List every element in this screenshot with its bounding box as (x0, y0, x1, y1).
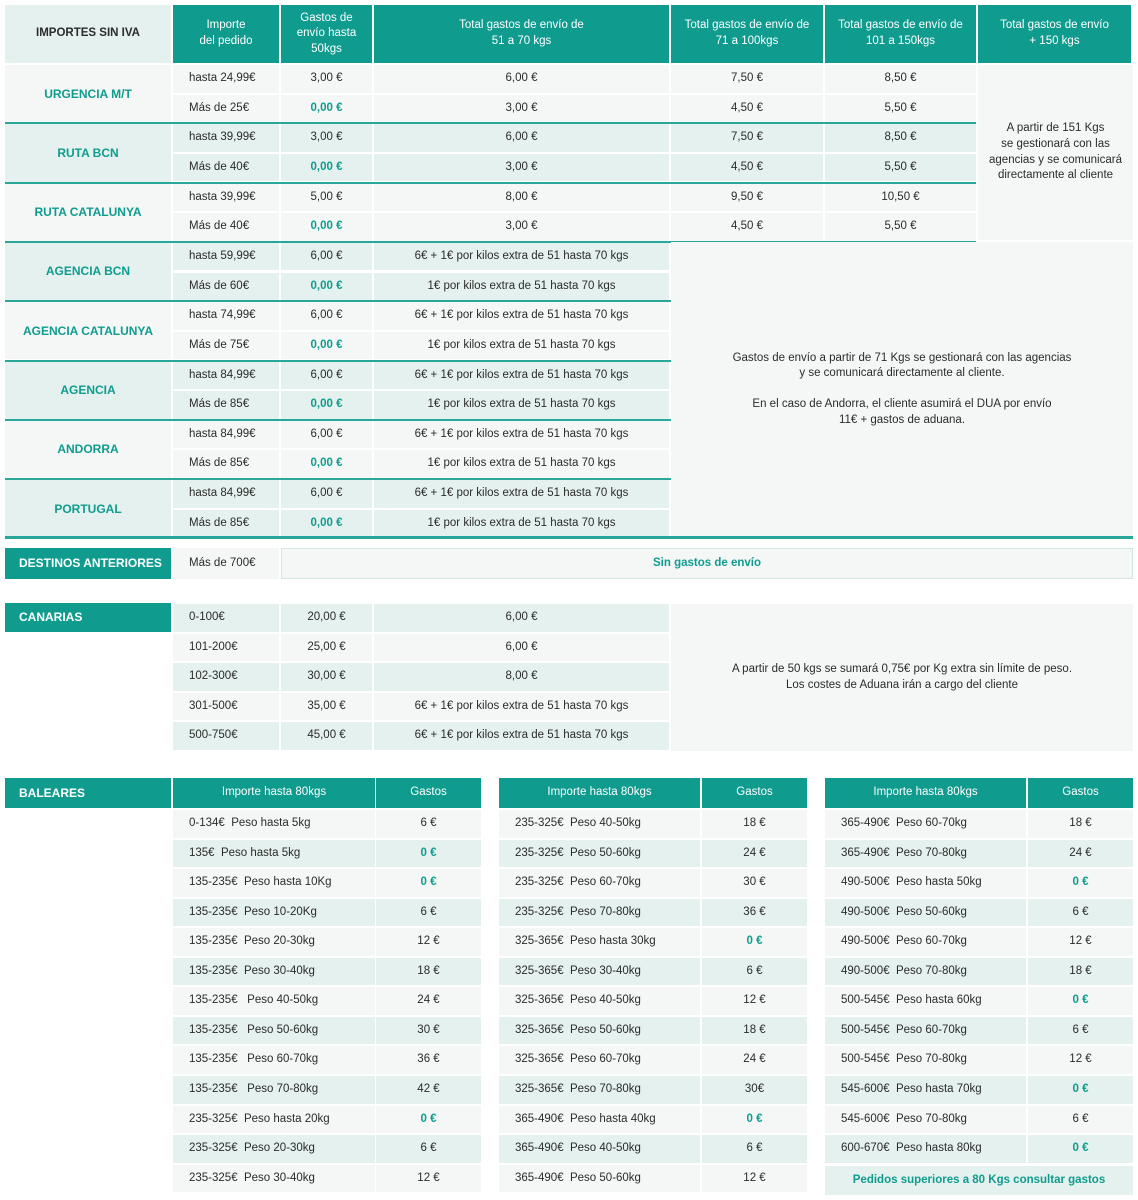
canarias-note: A partir de 50 kgs se sumará 0,75€ por Kg extra sin límite de peso. Los costes de Aduana irán a cargo del cliente (671, 604, 1133, 751)
baleares-cost: 0 € (376, 869, 481, 897)
baleares-cost: 12 € (702, 987, 807, 1015)
group-label: RUTA CATALUNYA (5, 184, 171, 241)
baleares-cost: 12 € (1028, 928, 1133, 956)
cost-71-100-cell: 7,50 € (671, 124, 823, 152)
cost-50kg-cell: 0,00 € (281, 213, 372, 241)
baleares-range: 235-325€ Peso 20-30kg (173, 1135, 375, 1163)
baleares-cost-header: Gastos (702, 778, 807, 808)
cost-50kg-cell: 6,00 € (281, 243, 372, 271)
canarias-cost-51-70: 6€ + 1€ por kilos extra de 51 hasta 70 kgs (374, 722, 669, 750)
baleares-range: 365-490€ Peso 50-60kg (499, 1165, 700, 1193)
cost-51-70-cell: 6€ + 1€ por kilos extra de 51 hasta 70 kgs (374, 362, 669, 390)
amount-cell: Más de 85€ (173, 450, 279, 478)
baleares-cost: 0 € (376, 840, 481, 868)
baleares-cost: 0 € (1028, 1135, 1133, 1163)
baleares-range: 235-325€ Peso 70-80kg (499, 899, 700, 927)
cost-101-150-cell: 5,50 € (825, 213, 976, 241)
canarias-amount: 101-200€ (173, 634, 279, 662)
cost-101-150-cell: 5,50 € (825, 95, 976, 123)
destinos-value: Sin gastos de envío (281, 548, 1133, 579)
baleares-cost: 36 € (702, 899, 807, 927)
baleares-cost: 18 € (702, 1017, 807, 1045)
baleares-range: 325-365€ Peso 60-70kg (499, 1046, 700, 1074)
cost-71-100-cell: 4,50 € (671, 154, 823, 182)
baleares-cost: 18 € (1028, 810, 1133, 838)
cost-51-70-cell: 1€ por kilos extra de 51 hasta 70 kgs (374, 510, 669, 538)
note-over-150kg: A partir de 151 Kgs se gestionará con las agencias y se comunicará directamente al cliente (978, 65, 1133, 240)
baleares-cost: 12 € (376, 1165, 481, 1193)
amount-cell: Más de 60€ (173, 273, 279, 301)
baleares-range: 545-600€ Peso 70-80kg (825, 1106, 1026, 1134)
cost-50kg-cell: 0,00 € (281, 391, 372, 419)
cost-51-70-cell: 1€ por kilos extra de 51 hasta 70 kgs (374, 391, 669, 419)
baleares-cost: 6 € (1028, 1106, 1133, 1134)
baleares-range: 325-365€ Peso 50-60kg (499, 1017, 700, 1045)
cost-51-70-cell: 6,00 € (374, 124, 669, 152)
baleares-range: 135-235€ Peso 50-60kg (173, 1017, 375, 1045)
baleares-range: 235-325€ Peso 60-70kg (499, 869, 700, 897)
cost-71-100-cell: 9,50 € (671, 184, 823, 212)
cost-51-70-cell: 3,00 € (374, 213, 669, 241)
cost-50kg-cell: 0,00 € (281, 332, 372, 360)
cost-71-100-cell: 4,50 € (671, 95, 823, 123)
canarias-cost-51-70: 6,00 € (374, 634, 669, 662)
cost-51-70-cell: 6,00 € (374, 65, 669, 93)
amount-cell: Más de 85€ (173, 391, 279, 419)
cost-50kg-cell: 3,00 € (281, 124, 372, 152)
canarias-amount: 500-750€ (173, 722, 279, 750)
amount-cell: hasta 74,99€ (173, 302, 279, 330)
baleares-range: 365-490€ Peso 60-70kg (825, 810, 1026, 838)
group-label: AGENCIA CATALUNYA (5, 302, 171, 359)
cost-51-70-cell: 1€ por kilos extra de 51 hasta 70 kgs (374, 273, 669, 301)
cost-101-150-cell: 8,50 € (825, 124, 976, 152)
amount-cell: Más de 75€ (173, 332, 279, 360)
cost-51-70-cell: 3,00 € (374, 154, 669, 182)
baleares-range: 325-365€ Peso 40-50kg (499, 987, 700, 1015)
baleares-range: 235-325€ Peso 30-40kg (173, 1165, 375, 1193)
baleares-range: 365-490€ Peso 70-80kg (825, 840, 1026, 868)
canarias-cost-50: 30,00 € (281, 663, 372, 691)
baleares-cost: 0 € (1028, 869, 1133, 897)
baleares-cost: 42 € (376, 1076, 481, 1104)
baleares-range: 365-490€ Peso hasta 40kg (499, 1106, 700, 1134)
baleares-cost: 6 € (1028, 1017, 1133, 1045)
baleares-cost-header: Gastos (376, 778, 481, 808)
corner-header: IMPORTES SIN IVA (5, 5, 171, 63)
cost-50kg-cell: 6,00 € (281, 421, 372, 449)
baleares-cost: 30€ (702, 1076, 807, 1104)
cost-50kg-cell: 0,00 € (281, 154, 372, 182)
baleares-range: 490-500€ Peso 50-60kg (825, 899, 1026, 927)
baleares-cost: 0 € (1028, 1076, 1133, 1104)
canarias-amount: 0-100€ (173, 604, 279, 632)
baleares-range: 500-545€ Peso 60-70kg (825, 1017, 1026, 1045)
cost-51-70-cell: 6€ + 1€ por kilos extra de 51 hasta 70 kgs (374, 243, 669, 271)
baleares-footer: Pedidos superiores a 80 Kgs consultar gastos (825, 1166, 1133, 1195)
canarias-cost-50: 45,00 € (281, 722, 372, 750)
baleares-range: 135-235€ Peso 10-20Kg (173, 899, 375, 927)
cost-50kg-cell: 0,00 € (281, 273, 372, 301)
group-label: RUTA BCN (5, 124, 171, 181)
amount-cell: Más de 40€ (173, 213, 279, 241)
baleares-cost: 6 € (1028, 899, 1133, 927)
baleares-cost: 30 € (376, 1017, 481, 1045)
baleares-range: 500-545€ Peso 70-80kg (825, 1046, 1026, 1074)
cost-50kg-cell: 3,00 € (281, 65, 372, 93)
cost-50kg-cell: 6,00 € (281, 480, 372, 508)
amount-cell: Más de 25€ (173, 95, 279, 123)
cost-101-150-cell: 10,50 € (825, 184, 976, 212)
amount-cell: hasta 84,99€ (173, 362, 279, 390)
baleares-cost: 6 € (376, 899, 481, 927)
canarias-cost-50: 35,00 € (281, 693, 372, 721)
canarias-label: CANARIAS (5, 603, 171, 632)
baleares-header: Importe hasta 80kgs (499, 778, 700, 808)
baleares-range: 135€ Peso hasta 5kg (173, 840, 375, 868)
group-label: URGENCIA M/T (5, 65, 171, 122)
baleares-cost: 0 € (702, 1106, 807, 1134)
amount-cell: hasta 24,99€ (173, 65, 279, 93)
baleares-cost: 18 € (702, 810, 807, 838)
column-header: Gastos de envío hasta 50kgs (281, 5, 372, 63)
column-header: Importe del pedido (173, 5, 279, 63)
amount-cell: hasta 84,99€ (173, 421, 279, 449)
baleares-range: 135-235€ Peso 30-40kg (173, 958, 375, 986)
destinos-label: DESTINOS ANTERIORES (5, 548, 171, 579)
amount-cell: hasta 84,99€ (173, 480, 279, 508)
cost-51-70-cell: 6€ + 1€ por kilos extra de 51 hasta 70 kgs (374, 421, 669, 449)
cost-101-150-cell: 5,50 € (825, 154, 976, 182)
cost-51-70-cell: 3,00 € (374, 95, 669, 123)
baleares-range: 135-235€ Peso hasta 10Kg (173, 869, 375, 897)
cost-71-100-cell: 4,50 € (671, 213, 823, 241)
baleares-cost: 36 € (376, 1046, 481, 1074)
baleares-range: 135-235€ Peso 70-80kg (173, 1076, 375, 1104)
cost-51-70-cell: 6€ + 1€ por kilos extra de 51 hasta 70 kgs (374, 302, 669, 330)
cost-50kg-cell: 0,00 € (281, 510, 372, 538)
amount-cell: Más de 85€ (173, 510, 279, 538)
canarias-cost-51-70: 8,00 € (374, 663, 669, 691)
canarias-amount: 102-300€ (173, 663, 279, 691)
cost-101-150-cell: 8,50 € (825, 65, 976, 93)
canarias-cost-50: 25,00 € (281, 634, 372, 662)
baleares-range: 490-500€ Peso 60-70kg (825, 928, 1026, 956)
canarias-cost-51-70: 6,00 € (374, 604, 669, 632)
baleares-range: 545-600€ Peso hasta 70kg (825, 1076, 1026, 1104)
note-over-71kg: Gastos de envío a partir de 71 Kgs se gestionará con las agencias y se comunicará directamente al cliente. En el caso de Andorra, el cliente asumirá el DUA por envío 11€ + gastos de aduana. (671, 242, 1133, 537)
group-label: ANDORRA (5, 421, 171, 478)
cost-50kg-cell: 0,00 € (281, 450, 372, 478)
amount-cell: hasta 39,99€ (173, 184, 279, 212)
cost-51-70-cell: 1€ por kilos extra de 51 hasta 70 kgs (374, 450, 669, 478)
canarias-cost-51-70: 6€ + 1€ por kilos extra de 51 hasta 70 kgs (374, 693, 669, 721)
baleares-range: 235-325€ Peso 40-50kg (499, 810, 700, 838)
baleares-range: 325-365€ Peso 30-40kg (499, 958, 700, 986)
baleares-cost: 24 € (702, 840, 807, 868)
cost-51-70-cell: 8,00 € (374, 184, 669, 212)
baleares-cost: 6 € (702, 1135, 807, 1163)
group-label: AGENCIA (5, 362, 171, 419)
baleares-range: 325-365€ Peso hasta 30kg (499, 928, 700, 956)
column-header: Total gastos de envío de 71 a 100kgs (671, 5, 823, 63)
cost-50kg-cell: 5,00 € (281, 184, 372, 212)
baleares-cost: 12 € (376, 928, 481, 956)
baleares-cost: 24 € (702, 1046, 807, 1074)
baleares-cost: 18 € (1028, 958, 1133, 986)
baleares-range: 135-235€ Peso 40-50kg (173, 987, 375, 1015)
baleares-cost: 30 € (702, 869, 807, 897)
baleares-cost: 12 € (1028, 1046, 1133, 1074)
baleares-range: 235-325€ Peso hasta 20kg (173, 1106, 375, 1134)
cost-51-70-cell: 1€ por kilos extra de 51 hasta 70 kgs (374, 332, 669, 360)
cost-71-100-cell: 7,50 € (671, 65, 823, 93)
baleares-range: 325-365€ Peso 70-80kg (499, 1076, 700, 1104)
cost-50kg-cell: 6,00 € (281, 362, 372, 390)
baleares-cost: 6 € (376, 1135, 481, 1163)
canarias-cost-50: 20,00 € (281, 604, 372, 632)
amount-cell: hasta 59,99€ (173, 243, 279, 271)
column-header: Total gastos de envío + 150 kgs (978, 5, 1131, 63)
baleares-range: 235-325€ Peso 50-60kg (499, 840, 700, 868)
baleares-header: Importe hasta 80kgs (173, 778, 375, 808)
baleares-cost: 0 € (1028, 987, 1133, 1015)
baleares-header: Importe hasta 80kgs (825, 778, 1026, 808)
baleares-range: 500-545€ Peso hasta 60kg (825, 987, 1026, 1015)
baleares-cost: 6 € (376, 810, 481, 838)
amount-cell: hasta 39,99€ (173, 124, 279, 152)
baleares-range: 135-235€ Peso 20-30kg (173, 928, 375, 956)
baleares-range: 490-500€ Peso hasta 50kg (825, 869, 1026, 897)
cost-51-70-cell: 6€ + 1€ por kilos extra de 51 hasta 70 kgs (374, 480, 669, 508)
baleares-cost: 0 € (376, 1106, 481, 1134)
baleares-cost: 18 € (376, 958, 481, 986)
table-bottom-divider (5, 536, 1133, 538)
baleares-cost: 24 € (1028, 840, 1133, 868)
baleares-cost: 0 € (702, 928, 807, 956)
baleares-label: BALEARES (5, 778, 171, 808)
column-header: Total gastos de envío de 51 a 70 kgs (374, 5, 669, 63)
baleares-range: 600-670€ Peso hasta 80kg (825, 1135, 1026, 1163)
column-header: Total gastos de envío de 101 a 150kgs (825, 5, 976, 63)
amount-cell: Más de 40€ (173, 154, 279, 182)
baleares-cost-header: Gastos (1028, 778, 1133, 808)
canarias-amount: 301-500€ (173, 693, 279, 721)
group-label: AGENCIA BCN (5, 243, 171, 300)
cost-50kg-cell: 6,00 € (281, 302, 372, 330)
baleares-cost: 24 € (376, 987, 481, 1015)
baleares-range: 135-235€ Peso 60-70kg (173, 1046, 375, 1074)
destinos-amount: Más de 700€ (173, 548, 279, 579)
group-label: PORTUGAL (5, 480, 171, 537)
cost-50kg-cell: 0,00 € (281, 95, 372, 123)
baleares-cost: 6 € (702, 958, 807, 986)
baleares-range: 0-134€ Peso hasta 5kg (173, 810, 375, 838)
baleares-range: 490-500€ Peso 70-80kg (825, 958, 1026, 986)
baleares-cost: 12 € (702, 1165, 807, 1193)
baleares-range: 365-490€ Peso 40-50kg (499, 1135, 700, 1163)
